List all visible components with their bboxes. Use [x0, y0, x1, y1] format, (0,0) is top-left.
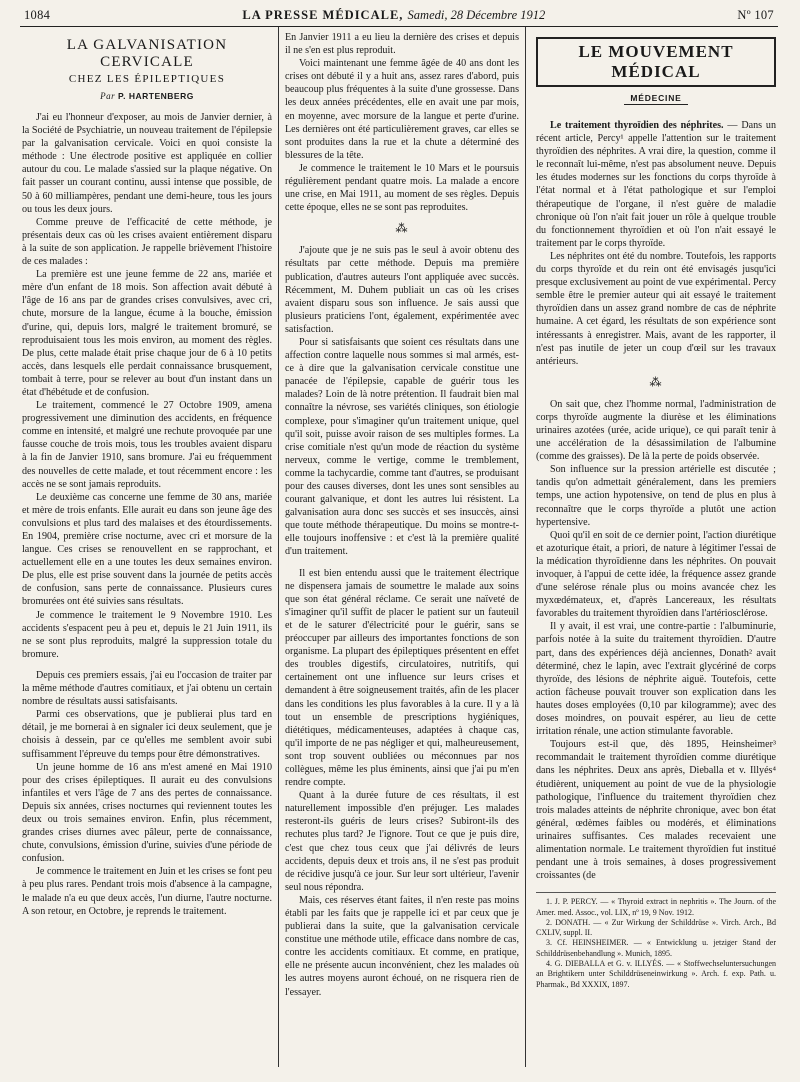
paragraph: Son influence sur la pression artérielle est discutée ; tandis qu'on admettait généralement, dans les premiers temps, une action hypotensive, on tend de plus en plus à reconnaître que le corps thyroïde a plutôt une action hypertensive.: [536, 464, 776, 528]
paragraph: Un jeune homme de 16 ans m'est amené en Mai 1910 pour des crises épileptiques. Il aurait eu des convulsions infantiles et vers l'âge de 7 ans des pertes de connaissance. Depuis six années, crises nocturnes qui reviennent toutes les deux ou trois semaines environ. Enfin, plus récemment, grandes crises diurnes avec pâleur, perte de connaissance, chute, convulsions, émission d'urine, suivies d'une période de confusion.: [22, 761, 272, 865]
asterism-divider: ⁂: [395, 221, 409, 236]
footnote: 1. J. P. PERCY. — « Thyroid extract in nephritis ». The Journ. of the Amer. med. Assoc., vol. LIX, nº 19, 9 Nov. 1912.: [536, 897, 776, 917]
footnote: 3. Cf. HEINSHEIMER. — « Entwicklung u. jetziger Stand der Schilddrüsenbehandlung ». Munich, 1895.: [536, 938, 776, 958]
issue-date: Samedi, 28 Décembre 1912: [407, 8, 546, 22]
paragraph: Quant à la durée future de ces résultats, il est naturellement impossible d'en préjuger. Les malades resteront-ils guéris de leurs crises? Subiront-ils des rechutes plus tard? Je l'ignore. Tout ce que je puis dire, c'est que chez tous ceux que j'ai délivrés de leurs accidents, depuis deux et trois ans, il ne s'est pas produit de récidive jusqu'à ce jour. Sur leur sort ultérieur, l'avenir seul nous répondra.: [285, 790, 519, 893]
columns: [20, 27, 778, 1067]
paragraph: J'ai eu l'honneur d'exposer, au mois de Janvier dernier, à la Société de Psychiatrie, un nouveau traitement de l'épilepsie par la galvanisation cervicale. Voici en quoi consiste la méthode : Une électrode positive est appliquée en collier autour du cou. Le malade s'assied sur la plaque négative. On fait passer un courant continu, aussi intense que possible, de 50 à 60 milliampères, pendant une demi-heure, tous les jours ou tous les deux jours.: [22, 112, 272, 215]
page-number: 1084: [24, 8, 51, 22]
page-header: [20, 4, 778, 27]
column-2: [278, 27, 525, 1067]
rubric-label: MÉDECINE: [624, 93, 687, 105]
paragraph: Quoi qu'il en soit de ce dernier point, l'action diurétique et azoturique était, a priori, de nature à légitimer l'essai de la médication thyroïdienne dans les néphrites. On pouvait invoquer, à l'appui de cette idée, la fréquence assez grande d'une selérose rénale plus ou moins avancée chez les myxœdémateux, et, d'après Lancereaux, les résultats favorables du traitement thyroïdien dans l'artériosclérose.: [536, 529, 776, 620]
paragraph: Toujours est-il que, dès 1895, Heinsheimer³ recommandait le traitement thyroïdien comme diurétique dans les néphrites. Deux ans après, Dieballa et v. Illyés⁴ étudièrent, uniquement au point de vue de la physiologie pathologique, l'influence du traitement thyroïdien chez trois malades atteints de néphrite chronique, avec bon état général, œdèmes faibles ou modérés, et éliminations urinaires suffisantes. Ces malades recevaient une alimentation normale. Le traitement thyroïdien fut institué pendant une à trois semaines, à doses progressivement croissantes (de: [536, 739, 776, 882]
paragraph: Les néphrites ont été du nombre. Toutefois, les rapports du corps thyroïde et du rein ont été envisagés jusqu'ici presque exclusivement au point de vue expérimental. Percy semble être le premier auteur qui ait essayé le traitement thyroïdien dans un assez grand nombre de cas de néphrite humaine. A cet égard, les résultats de son expérience sont intéressants à enregistrer. Mais, avant de les rapporter, il n'est pas inutile de jeter un coup d'œil sur les travaux antérieurs.: [536, 250, 776, 367]
paragraph: Depuis ces premiers essais, j'ai eu l'occasion de traiter par la même méthode d'autres comitiaux, et j'ai obtenu un certain nombre de résultats aussi satisfaisants.: [22, 669, 272, 708]
article-author: [22, 91, 272, 101]
paragraph: On sait que, chez l'homme normal, l'administration de corps thyroïde augmente la diurèse et les éliminations urinaires azotées (urée, acide urique), ce qui paraît tenir à une accélération de la désassimilation de l'albumine (comme des graisses). De là la perte de poids observée.: [536, 398, 776, 463]
paragraph: La première est une jeune femme de 22 ans, mariée et mère d'un enfant de 18 mois. Son affection avait débuté à l'âge de 16 ans par de grandes crises convulsives, avec cri, chute, morsure de la langue, écume à la bouche, émission d'urine, qui, depuis lors, malgré le traitement bromuré, se reproduisaient tous les mois environ, au moment des règles. De plus, cette malade était prise chaque jour de 6 à 10 petits accès, dans lesquels elle perdait connaissance brusquement, tombait à terre, pour se relever au bout d'un instant dans un état d'hébétude et de confusion.: [22, 269, 272, 398]
footnote: 4. G. DIEBALLA et G. v. ILLYÉS. — « Stoffwechseluntersuchungen an Brightikern unter Schilddrüseneinwirkung ». Arch. f. exp. Path. u. Pharmak., Bd XXXIX, 1897.: [536, 959, 776, 989]
section-box: [536, 37, 776, 87]
column-1: [20, 27, 278, 1067]
paragraph: Parmi ces observations, que je publierai plus tard en détail, je me bornerai à en signaler ici deux seulement, que je choisis à dessein, par ce qu'elles me semblent avoir subi suffisamment l'épreuve du temps pour être démonstratives.: [22, 709, 272, 760]
paragraph: En Janvier 1911 a eu lieu la dernière des crises et depuis il ne s'en est plus reproduit.: [285, 32, 519, 57]
paragraph: Je commence le traitement en Juin et les crises se font peu à peu plus rares. Pendant trois mois d'absence à la campagne, le malade n'a eu que deux accès, l'un diurne, l'autre nocturne. A son retour, en Octobre, je reprends le traitement.: [22, 866, 272, 917]
paragraph: Je commence le traitement le 10 Mars et le poursuis régulièrement pendant quatre mois. La malade a encore une crise, en Mai 1911, au moment de ses règles. Depuis cette époque, elles ne se sont pas reproduites.: [285, 162, 519, 214]
lead-paragraph: [536, 119, 776, 250]
issue-number: Nº 107: [737, 8, 774, 22]
paragraph: Mais, ces réserves étant faites, il n'en reste pas moins établi par les faits que je rappelle ici et par ceux que je publierai dans la suite, que la galvanisation cervicale constitue une méthode utile, efficace dans nombre de cas, contre les accidents comitiaux. Et comme, en pratique, elle ne présente aucun inconvénient, chez les malades où les autres moyens auront échoué, on ne risquera rien de l'essayer.: [285, 894, 519, 998]
asterism-divider: ⁂: [649, 374, 663, 389]
section-title: LE MOUVEMENT MÉDICAL: [578, 42, 734, 81]
paragraph: Comme preuve de l'efficacité de cette méthode, je présentais deux cas où les crises avaient entièrement disparu à la suite de son application. Je rappelle brièvement l'histoire de ces malades :: [22, 216, 272, 268]
paragraph: J'ajoute que je ne suis pas le seul à avoir obtenu des résultats par cette méthode. Depuis ma première publication, d'autres auteurs l'ont appliquée avec succès. Récemment, M. Duhem publiait un cas où les crises avaient disparu sous son influence. Je sais aussi que plusieurs praticiens l'ont, également, expérimentée avec satisfaction.: [285, 245, 519, 335]
rubric: [536, 93, 776, 105]
column-3: [525, 27, 778, 1067]
journal-name: LA PRESSE MÉDICALE,: [242, 8, 404, 22]
paragraph-gap: [22, 661, 272, 669]
paragraph: Je commence le traitement le 9 Novembre 1910. Les accidents s'espacent peu à peu et, depuis le 21 Juin 1911, ils ne se sont plus reproduits, malgré la suppression totale du bromure.: [22, 609, 272, 660]
paragraph: Voici maintenant une femme âgée de 40 ans dont les crises ont débuté il y a huit ans, assez rares d'abord, puis beaucoup plus fréquentes à la suite d'une grossesse. Dans les deux années précédentes, elle en avait une par mois, en moyenne, avec morsure de la langue et perte d'urine. Les dernières ont été particulièrement graves, car elles se sont produites dans la rue et la chute a déterminé des blessures de la tête.: [285, 58, 519, 161]
author-name: P. HARTENBERG: [118, 91, 194, 101]
article-title: LA GALVANISATION CERVICALE: [66, 37, 228, 70]
paragraph: Il est bien entendu aussi que le traitement électrique ne dispensera jamais de soumettre le malade aux soins que son état général réclame. Ce serait une naïveté de s'imaginer qu'il suffit de placer le patient sur un fauteuil et de le saturer d'électricité pour le guérir, sans se préoccuper par ailleurs des importantes fonctions de son organisme. La plupart des épileptiques présentent en effet des troubles digestifs, circulatoires, nutritifs, qui certainement ont une influence sur leurs crises et demandent à être soigneusement traités, afin de les placer dans les conditions les plus favorables à la cure. Il y a là tout un ensemble de prescriptions hygiéniques, diététiques, médicamenteuses, adaptées à chaque cas, qu'il importe de ne pas négliger et qui, malheureusement, sont trop souvent oubliées ou méconnues par nos collègues, même les plus éminents, ainsi que j'ai pu m'en rendre compte.: [285, 567, 519, 789]
footnotes: [536, 892, 776, 990]
author-prefix: Par: [100, 91, 116, 101]
paragraph: Le traitement, commencé le 27 Octobre 1909, amena progressivement une diminution des accidents, en fréquence comme en intensité, et malgré une rechute provoquée par une fausse couche de trois mois, tous les troubles avaient disparu à la fin de Janvier 1910, sans bromure. J'ai eu fréquemment des nouvelles de cette malade, et tout récemment encore : les accès ne se sont jamais reproduits.: [22, 400, 272, 490]
paragraph: Il y avait, il est vrai, une contre-partie : l'albuminurie, parfois notée à la suite du traitement thyroïdien. D'autre part, dans des expériences déjà anciennes, Donath² avait déterminé, chez le lapin, avec l'extrait glycériné de corps thyroïde, des lésions de néphrite aiguë. Toutefois, cette action fâcheuse pouvait trouver son explication dans les hautes doses employées (0,10 par kilogramme); avec des doses moindres, on pouvait espérer, au lieu de cette irritation rénale, une action stimulante favorable.: [536, 621, 776, 738]
journal-title: [242, 8, 545, 23]
paragraph: Le deuxième cas concerne une femme de 30 ans, mariée et mère de trois enfants. Elle aurait eu dans son jeune âge des convulsions et plus tard des malaises et des étourdissements. En 1904, première crise nocturne, avec cri et morsure de la langue. Ces crises se renouvellent en se rapprochant, et actuellement elle en a une toutes les deux semaines environ. De plus, elle est prise souvent dans la journée de petits accès de confusion, sans perte de connaissance. Plusieurs cures bromurées ont été suivies sans résultats.: [22, 491, 272, 608]
footnote: 2. DONATH. — « Zur Wirkung der Schilddrüse ». Virch. Arch., Bd CXLIV, suppl. II.: [536, 917, 776, 938]
lead-title: Le traitement thyroïdien des néphrites.: [550, 120, 724, 131]
lead-text: — Dans un récent article, Percy¹ appelle l'attention sur le traitement thyroïdien des néphrites. A vrai dire, la question, comme il le reconnaît lui-même, n'est pas absolument neuve. Depuis les études modernes sur les fonctions du corps thyroïde à l'état normal et à l'état pathologique et sur l'emploi thérapeutique de l'organe, il n'est guère de maladie chronique où l'on n'ait fait jouer un rôle à quelque trouble du fonctionnement thyroïdien et où l'on n'ait essayé le traitement par le corps thyroïde.: [536, 120, 776, 249]
paragraph: Pour si satisfaisants que soient ces résultats dans une affection contre laquelle nous sommes si mal armés, est-ce à dire que la galvanisation cervicale constitue une panacée de l'épilepsie, capable de guérir tous les malades? Loin de là notre prétention. Il faudrait bien mal connaître la névrose, ses variétés cliniques, son étiologie complexe, pour s'imaginer qu'un traitement unique, quel qu'il soit, puisse avoir raison de ses multiples formes. La crise comitiale n'est qu'un mode de réaction du système nerveux, comme le vertige, comme le tremblement, comme la tachycardie, comme tant d'autres, se produisant pour des causes diverses, dont les unes sont sensibles au courant galvanique, et dont les autres lui résistent. La galvanisation aura donc ses succès et ses insuccès, ainsi que toute méthode thérapeutique. Du moins se montre-t-elle toujours inoffensive : et c'est là la première qualité d'un traitement.: [285, 336, 519, 558]
article-subtitle: CHEZ LES ÉPILEPTIQUES: [68, 73, 226, 85]
paragraph-gap: [285, 559, 519, 567]
